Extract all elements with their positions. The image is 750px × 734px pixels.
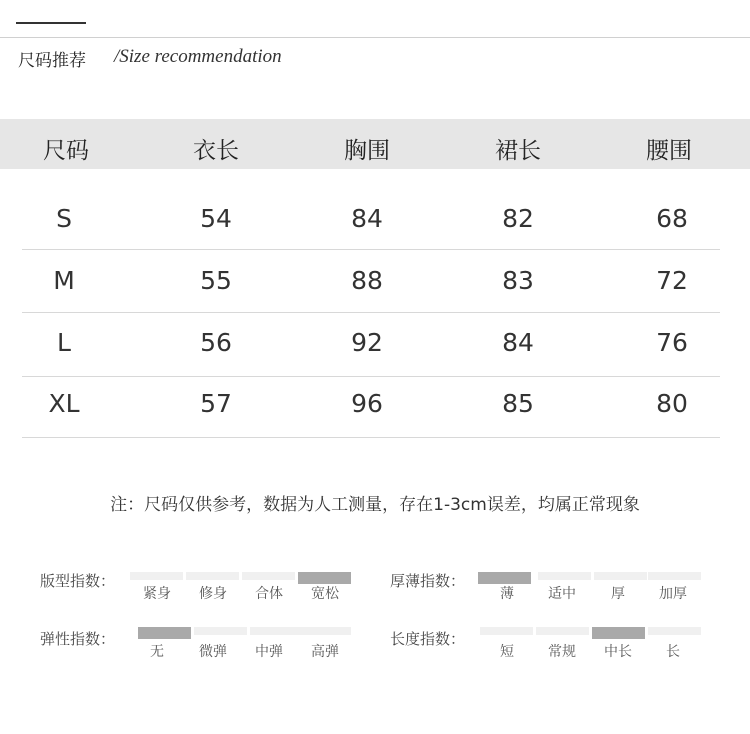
skirt-length-cell: 85 [502, 389, 534, 418]
length-cell: 55 [200, 266, 232, 295]
skirt-length-cell: 82 [502, 204, 534, 233]
header-divider [0, 37, 750, 38]
length-cell: 56 [200, 328, 232, 357]
length-cell: 54 [200, 204, 232, 233]
bust-cell: 84 [351, 204, 383, 233]
length-index-seg [480, 627, 533, 635]
elasticity-index-seg [298, 627, 351, 635]
elasticity-option: 高弹 [311, 644, 339, 660]
table-row [0, 311, 750, 373]
fit-index-label: 版型指数： [40, 572, 116, 590]
thickness-option: 适中 [548, 586, 576, 602]
bust-cell: 96 [351, 389, 383, 418]
length-option: 常规 [548, 644, 576, 660]
measurement-note: 注：尺码仅供参考，数据为人工测量，存在1-3cm误差，均属正常现象 [110, 495, 640, 515]
section-subtitle: /Size recommendation [114, 46, 282, 67]
fit-option: 宽松 [311, 586, 339, 602]
waist-cell: 80 [656, 389, 688, 418]
length-index-seg [536, 627, 589, 635]
table-row [0, 372, 750, 434]
fit-index-seg [130, 572, 183, 580]
thickness-option: 薄 [500, 586, 514, 602]
header-skirt-length: 裙长 [495, 138, 541, 164]
size-cell: L [57, 328, 71, 357]
size-cell: S [56, 204, 72, 233]
header-bust: 胸围 [344, 138, 390, 164]
header-size: 尺码 [43, 138, 89, 164]
size-cell: XL [48, 389, 80, 418]
elasticity-index-label: 弹性指数： [40, 630, 116, 648]
elasticity-index-seg [194, 627, 247, 635]
skirt-length-cell: 83 [502, 266, 534, 295]
elasticity-index-seg [250, 627, 303, 635]
thickness-index-seg [594, 572, 647, 580]
length-index-seg [648, 627, 701, 635]
title-accent-rule [16, 22, 86, 24]
elasticity-option: 无 [150, 644, 164, 660]
waist-cell: 72 [656, 266, 688, 295]
elasticity-option: 微弹 [199, 644, 227, 660]
skirt-length-cell: 84 [502, 328, 534, 357]
header-waist: 腰围 [646, 138, 692, 164]
table-row [0, 249, 750, 311]
thickness-index-seg [648, 572, 701, 580]
length-option: 短 [500, 644, 514, 660]
row-divider [22, 437, 720, 438]
fit-option: 紧身 [143, 586, 171, 602]
thickness-option: 厚 [611, 586, 625, 602]
length-option: 长 [666, 644, 680, 660]
bust-cell: 88 [351, 266, 383, 295]
length-cell: 57 [200, 389, 232, 418]
size-table-header [0, 119, 750, 169]
fit-option: 合体 [255, 586, 283, 602]
bust-cell: 92 [351, 328, 383, 357]
length-option: 中长 [604, 644, 632, 660]
fit-index-seg [242, 572, 295, 580]
fit-index-seg [186, 572, 239, 580]
thickness-option: 加厚 [659, 586, 687, 602]
section-title: 尺码推荐 [18, 51, 86, 71]
elasticity-option: 中弹 [255, 644, 283, 660]
waist-cell: 68 [656, 204, 688, 233]
table-row [0, 187, 750, 249]
thickness-index-label: 厚薄指数： [390, 572, 466, 590]
thickness-index-seg [538, 572, 591, 580]
header-length: 衣长 [193, 138, 239, 164]
length-index-seg [592, 627, 645, 639]
elasticity-index-seg [138, 627, 191, 639]
waist-cell: 76 [656, 328, 688, 357]
length-index-label: 长度指数： [390, 630, 466, 648]
size-cell: M [53, 266, 75, 295]
fit-option: 修身 [199, 586, 227, 602]
